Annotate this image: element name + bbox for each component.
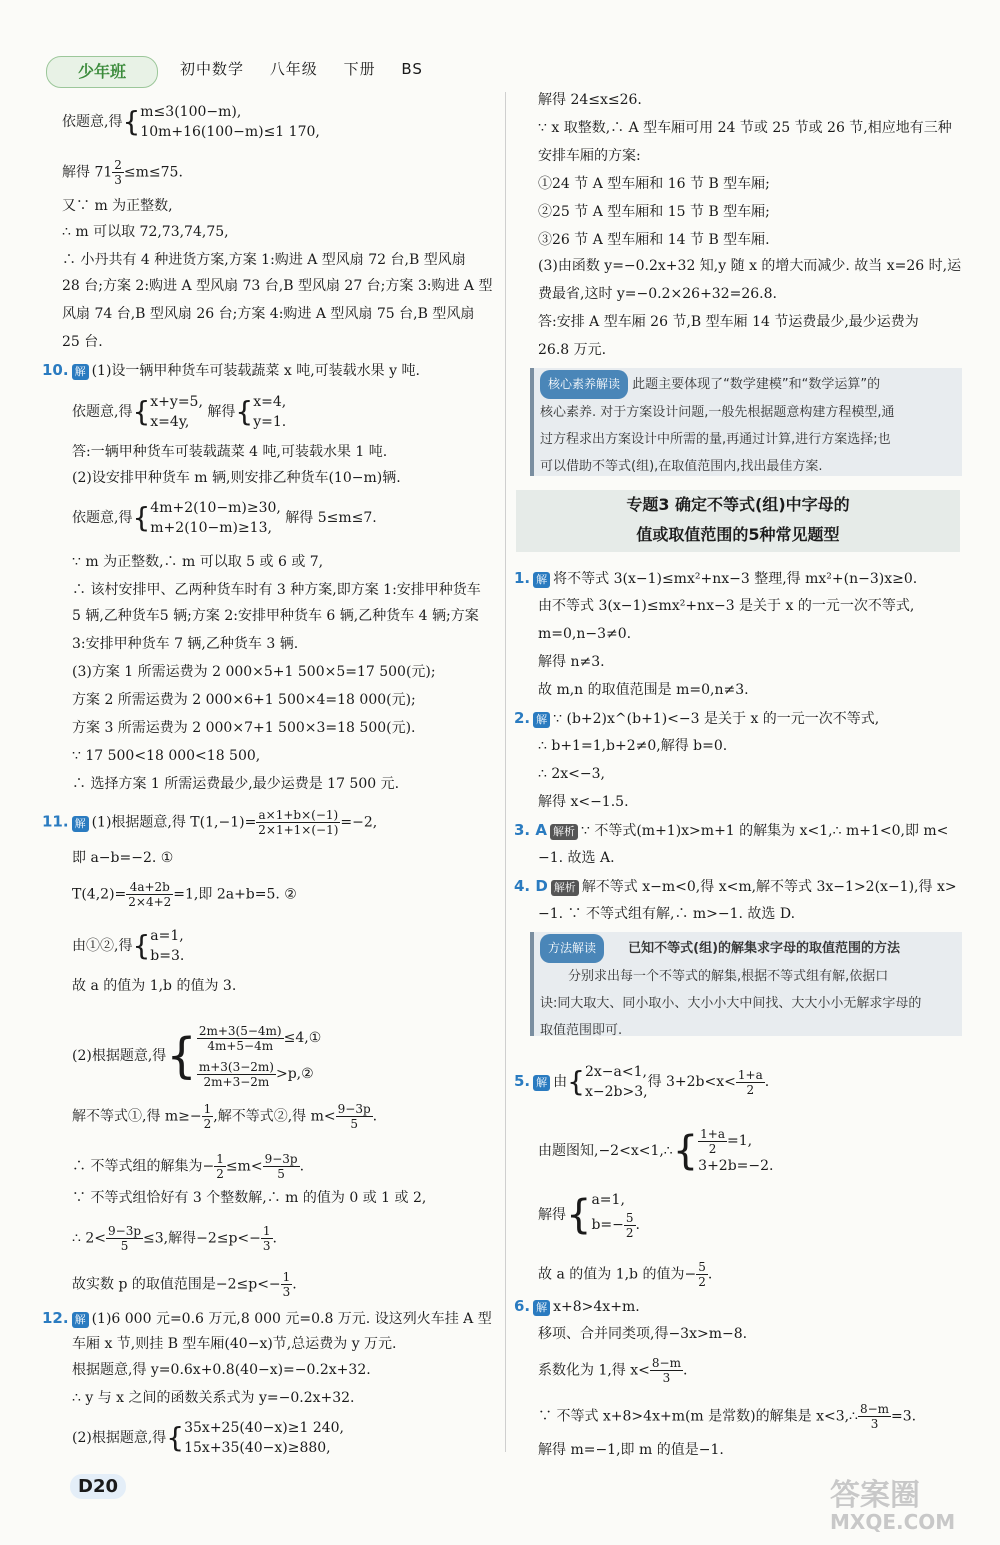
question-12: 12. 解 (1)6 000 元=0.6 万元,8 000 元=0.8 万元. 设这列火车挂 A 型 <box>42 1309 492 1327</box>
text-line: ∴ 2x<−3, <box>538 766 605 782</box>
sys-line: 解得{ a=1, b=− $\frac{5}{2}$ . <box>538 1192 640 1240</box>
sys-line: 依题意,得{ x+y=5, x=4y, 解得{ x=4, y=1. <box>72 394 287 430</box>
header-edition: BS <box>401 60 423 78</box>
problem-6: 6. 解 x+8>4x+m. <box>514 1297 640 1315</box>
question-11: 11. 解 (1)根据题意,得 T(1,−1)= $\frac{a\times 1+b\times(-1)}{2\times 1+1\times(-1)}$ =−2, <box>42 808 378 837</box>
text-line: 解得 24≤x≤26. <box>538 92 642 108</box>
problem-3: 3. A 解析 ∵ 不等式(m+1)x>m+1 的解集为 x<1,∴ m+1<0,即 m< <box>514 821 949 839</box>
method-tag: 方法解读 <box>540 934 604 963</box>
text-line: ∴ 小丹共有 4 种进货方案,方案 1:购进 A 型风扇 72 台,B 型风扇 <box>62 252 466 268</box>
text-line: 移项、合并同类项,得−3x>m−8. <box>538 1326 748 1342</box>
text-line: ∵ 17 500<18 000<18 500, <box>72 748 261 764</box>
text-line: 故实数 p 的取值范围是−2≤p<− $\frac{1}{3}$ . <box>72 1270 297 1299</box>
box-line: 核心素养. 对于方案设计问题,一般先根据题意构建方程模型,通 <box>540 405 895 420</box>
core-literacy-tag: 核心素养解读 <box>540 370 628 399</box>
sys-line: (2)根据题意,得{ $\frac{2m+3(5-4m)}{4m+5-4m}$ ≤4,① $\frac{m+3(3-2m)}{2m+3-2m}$ >p,② <box>72 1023 322 1089</box>
topic-title-line2: 值或取值范围的5种常见题型 <box>636 525 840 544</box>
text-line: ∴ m 可以取 72,73,74,75, <box>62 224 229 240</box>
text-line: 26.8 万元. <box>538 342 607 358</box>
text-line: ∵ 不等式 x+8>4x+m(m 是常数)的解集是 x<3,∴ $\frac{8-m}{3}$ =3. <box>538 1402 917 1431</box>
text-line: 3:安排甲种货车 7 辆,乙种货车 3 辆. <box>72 636 299 652</box>
text-line: 系数化为 1,得 x< $\frac{8-m}{3}$ . <box>538 1356 688 1385</box>
box-line: 分别求出每一个不等式的解集,根据不等式组有解,依据口 <box>568 969 889 984</box>
text-line: 答:安排 A 型车厢 26 节,B 型车厢 14 节运费最少,最少运费为 <box>538 314 919 330</box>
box-line: 取值范围即可. <box>540 1023 623 1038</box>
text-line: T(4,2)= $\frac{4a+2b}{2\times 4+2}$ =1,即 2a+b=5. ② <box>72 880 297 909</box>
text-line: ∴ b+1=1,b+2≠0,解得 b=0. <box>538 738 728 754</box>
topic-title-line1: 专题3 确定不等式(组)中字母的 <box>626 495 850 514</box>
page-number: D20 <box>70 1474 126 1499</box>
brand-logo: 少年班 <box>46 56 158 88</box>
text-line: m=0,n−3≠0. <box>538 626 632 642</box>
page-footer <box>70 1476 126 1497</box>
topic-heading <box>516 490 960 552</box>
box-line: 可以借助不等式(组),在取值范围内,找出最佳方案. <box>540 459 823 474</box>
text-line: 5 辆,乙种货车5 辆;方案 2:安排甲种货车 6 辆,乙种货车 4 辆;方案 <box>72 608 479 624</box>
text-line: 答:一辆甲种货车可装载蔬菜 4 吨,可装载水果 1 吨. <box>72 444 388 460</box>
problem-2: 2. 解 ∵ (b+2)x^(b+1)<−3 是关于 x 的一元一次不等式, <box>514 709 880 727</box>
sys-line: 依题意,得{ 4m+2(10−m)≥30, m+2(10−m)≥13, 解得 5≤m≤7. <box>72 500 377 536</box>
text-line: 解得 n≠3. <box>538 654 605 670</box>
box-line: 诀:同大取大、同小取小、大小小大中间找、大大小小无解求字母的 <box>540 996 922 1011</box>
text-line: ∴ 该村安排甲、乙两种货车时有 3 种方案,即方案 1:安排甲种货车 <box>72 582 481 598</box>
text-line: 解得 x<−1.5. <box>538 794 629 810</box>
text-line: 费最省,这时 y=−0.2×26+32=26.8. <box>538 286 777 302</box>
problem-4: 4. D 解析 解不等式 x−m<0,得 x<m,解不等式 3x−1>2(x−1),得 x> <box>514 877 957 895</box>
problem-1: 1. 解 将不等式 3(x−1)≤mx²+nx−3 整理,得 mx²+(n−3)x≥0. <box>514 569 918 587</box>
text-line: 方案 2 所需运费为 2 000×6+1 500×4=18 000(元); <box>72 692 416 708</box>
text-line: (3)方案 1 所需运费为 2 000×5+1 500×5=17 500(元); <box>72 664 436 680</box>
box-line: 过方程求出方案设计中所需的量,再通过计算,进行方案选择;也 <box>540 432 891 447</box>
text-line: 故 a 的值为 1,b 的值为 3. <box>72 978 237 994</box>
text-line: 车厢 x 节,则挂 B 型车厢(40−x)节,总运费为 y 万元. <box>72 1336 397 1352</box>
text-line: 由不等式 3(x−1)≤mx²+nx−3 是关于 x 的一元一次不等式, <box>538 598 915 614</box>
text-line: ∴ 不等式组的解集为− $\frac{1}{2}$ ≤m< $\frac{9-3p}{5}$ . <box>72 1152 305 1181</box>
text-line: ∴ y 与 x 之间的函数关系式为 y=−0.2x+32. <box>72 1390 355 1406</box>
watermark-url: MXQE.COM <box>830 1510 956 1534</box>
text-line: ∵ m 为正整数,∴ m 可以取 5 或 6 或 7, <box>72 554 324 570</box>
text-line: (2)设安排甲种货车 m 辆,则安排乙种货车(10−m)辆. <box>72 470 401 486</box>
header-info <box>180 58 443 79</box>
text-line: −1. 故选 A. <box>538 850 615 866</box>
header-volume: 下册 <box>343 60 376 78</box>
text-line: ∵ x 取整数,∴ A 型车厢可用 24 节或 25 节或 26 节,相应地有三种 <box>538 120 952 136</box>
header-subject: 初中数学 <box>180 60 245 78</box>
text-line: ∴ 选择方案 1 所需运费最少,最少运费是 17 500 元. <box>72 776 400 792</box>
page-header <box>40 52 960 88</box>
text-line: ②25 节 A 型车厢和 15 节 B 型车厢; <box>538 204 770 220</box>
box-line: 此题主要体现了“数学建模”和“数学运算”的 <box>632 377 881 392</box>
text-line: 方案 3 所需运费为 2 000×7+1 500×3=18 500(元). <box>72 720 416 736</box>
text-line: 25 台. <box>62 334 103 350</box>
column-divider <box>505 92 506 1452</box>
text-line: ∴ 2< $\frac{9-3p}{5}$ ≤3,解得−2≤p<− $\frac{1}{3}$ . <box>72 1224 277 1253</box>
text-line: 即 a−b=−2. ① <box>72 850 174 866</box>
text-line: 安排车厢的方案: <box>538 148 641 164</box>
watermark-logo: 答案圈 <box>830 1478 920 1513</box>
method-title: 已知不等式(组)的解集求字母的取值范围的方法 <box>628 941 901 956</box>
text-line: (3)由函数 y=−0.2x+32 知,y 随 x 的增大而减少. 故当 x=26 时,运 <box>538 258 962 274</box>
text-line: ③26 节 A 型车厢和 14 节 B 型车厢. <box>538 232 770 248</box>
header-grade: 八年级 <box>269 60 318 78</box>
text-line: ∵ 不等式组恰好有 3 个整数解,∴ m 的值为 0 或 1 或 2, <box>72 1190 427 1206</box>
sys-line: 依题意,得{ m≤3(100−m), 10m+16(100−m)≤1 170, <box>62 104 320 140</box>
problem-5: 5. 解 由{ 2x−a<1, x−2b>3, 得 3+2b<x< $\frac{1+a}{2}$ . <box>514 1064 770 1100</box>
sys-line: 由①②,得{ a=1, b=3. <box>72 928 185 964</box>
text-line: ①24 节 A 型车厢和 16 节 B 型车厢; <box>538 176 770 192</box>
text-line: −1. ∵ 不等式组有解,∴ m>−1. 故选 D. <box>538 906 796 922</box>
sys-line: 由题图知,−2<x<1,∴{ $\frac{1+a}{2}$ =1, 3+2b=−2. <box>538 1126 774 1174</box>
core-literacy-box <box>530 368 962 476</box>
text-line: 风扇 74 台,B 型风扇 26 台;方案 4:购进 A 型风扇 75 台,B 型风扇 <box>62 306 475 322</box>
text-line: 故 m,n 的取值范围是 m=0,n≠3. <box>538 682 749 698</box>
text-line: 28 台;方案 2:购进 A 型风扇 73 台,B 型风扇 27 台;方案 3:购进 A 型 <box>62 278 493 294</box>
text-line: 解得 71 $\frac{2}{3}$ ≤m≤75. <box>62 158 183 187</box>
text-line: 根据题意,得 y=0.6x+0.8(40−x)=−0.2x+32. <box>72 1362 371 1378</box>
text-line: 解得 m=−1,即 m 的值是−1. <box>538 1442 724 1458</box>
question-10: 10. 解 (1)设一辆甲种货车可装载蔬菜 x 吨,可装载水果 y 吨. <box>42 361 420 379</box>
text-line: 故 a 的值为 1,b 的值为− $\frac{5}{2}$ . <box>538 1260 713 1289</box>
method-box <box>530 932 962 1036</box>
sys-line: (2)根据题意,得{ 35x+25(40−x)≥1 240, 15x+35(40−x)≥880, <box>72 1420 344 1456</box>
text-line: 解不等式①,得 m≥− $\frac{1}{2}$ ,解不等式②,得 m< $\frac{9-3p}{5}$ . <box>72 1102 378 1131</box>
text-line: 又∵ m 为正整数, <box>62 198 173 214</box>
